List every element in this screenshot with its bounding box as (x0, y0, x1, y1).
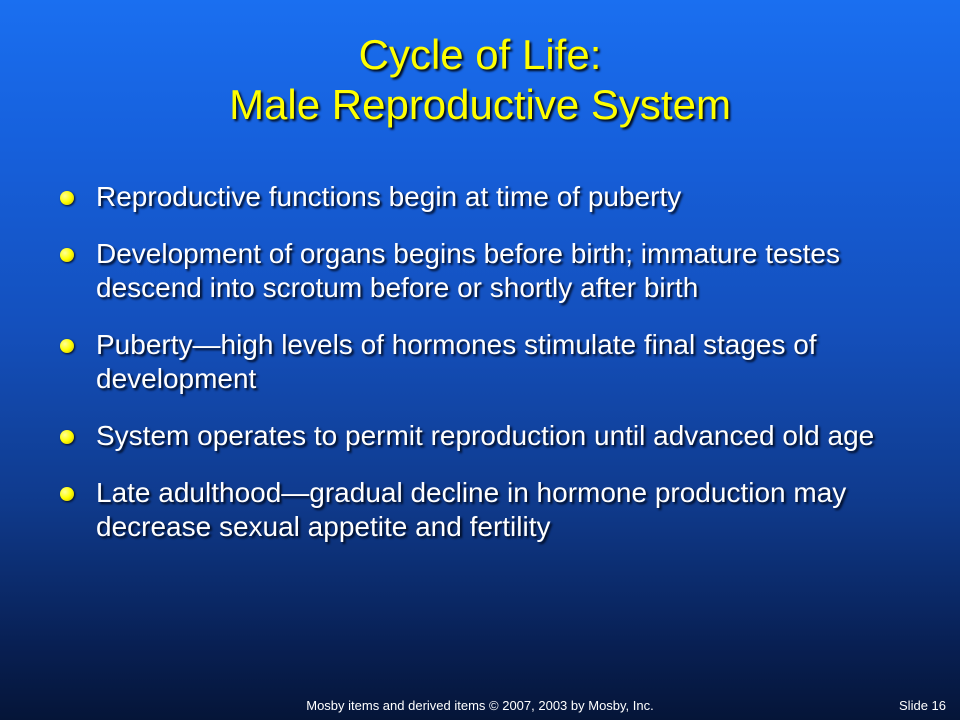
slide-title (0, 30, 960, 130)
slide-title-line-2: Male Reproductive System (229, 81, 731, 128)
bullet-item (60, 180, 900, 214)
bullet-text: System operates to permit reproduction until advanced old age (96, 420, 875, 451)
bullet-dot-icon (60, 487, 74, 501)
bullet-dot-icon (60, 191, 74, 205)
bullet-dot-icon (60, 430, 74, 444)
bullet-dot-icon (60, 248, 74, 262)
bullet-item (60, 237, 900, 305)
bullet-item (60, 476, 900, 544)
bullet-text: Reproductive functions begin at time of puberty (96, 181, 682, 212)
bullet-text: Development of organs begins before birth; immature testes descend into scrotum before or shortly after birth (96, 238, 840, 303)
slide-title-line-1: Cycle of Life: (358, 31, 602, 78)
bullet-text: Late adulthood—gradual decline in hormone production may decrease sexual appetite and fertility (96, 477, 847, 542)
bullet-text: Puberty—high levels of hormones stimulate final stages of development (96, 329, 817, 394)
bullet-item (60, 419, 900, 453)
bullet-dot-icon (60, 339, 74, 353)
bullet-list (60, 180, 900, 567)
copyright-text: Mosby items and derived items © 2007, 2003 by Mosby, Inc. (306, 698, 654, 713)
bullet-item (60, 328, 900, 396)
slide-number: Slide 16 (899, 698, 946, 713)
slide-footer (0, 696, 960, 716)
